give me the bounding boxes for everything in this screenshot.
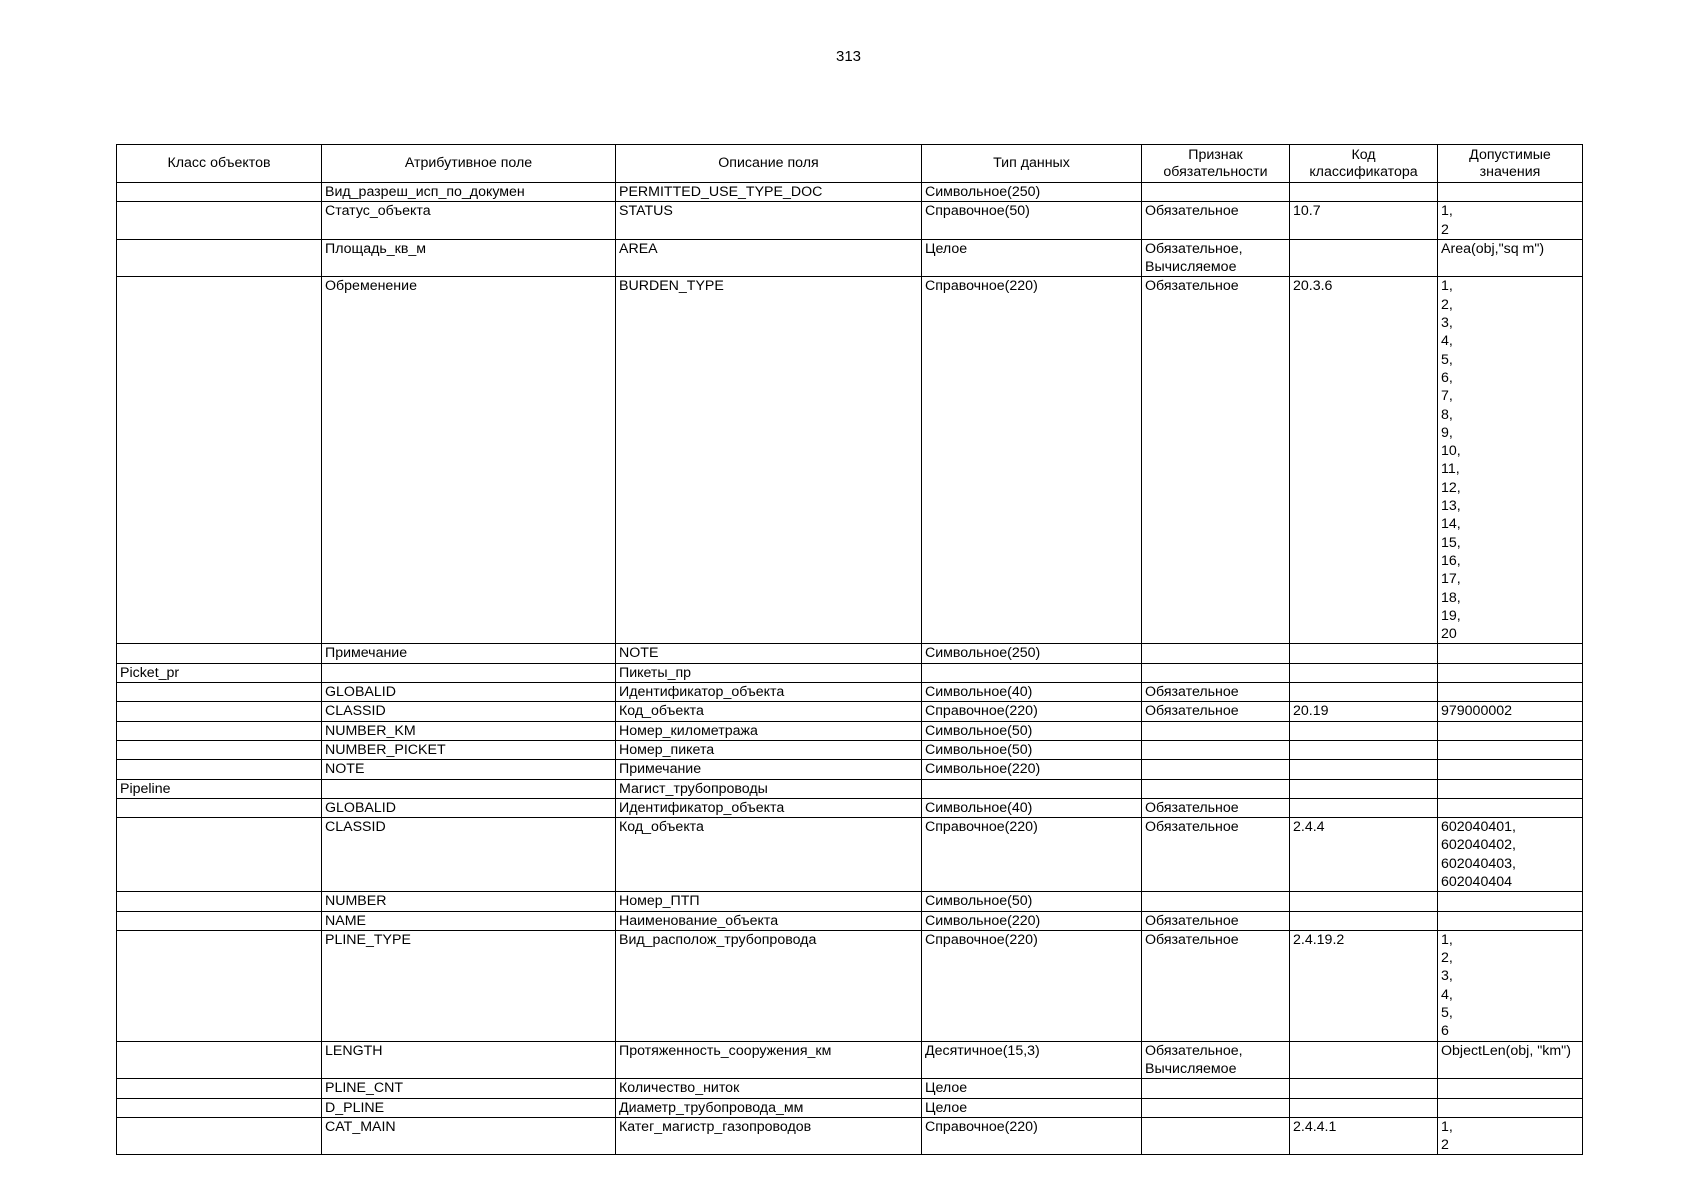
cell-classifier-code — [1290, 239, 1438, 277]
cell-field-description: Номер_ПТП — [616, 892, 922, 911]
table-row — [117, 1117, 1583, 1155]
cell-required-flag: Обязательное — [1142, 702, 1290, 721]
cell-field-description: Идентификатор_объекта — [616, 683, 922, 702]
cell-allowed-values — [1438, 911, 1583, 930]
cell-data-type: Десятичное(15,3) — [922, 1041, 1142, 1079]
cell-field-description: AREA — [616, 239, 922, 277]
cell-classifier-code: 20.19 — [1290, 702, 1438, 721]
cell-allowed-values — [1438, 892, 1583, 911]
cell-attribute-field: NUMBER — [322, 892, 616, 911]
cell-attribute-field: PLINE_CNT — [322, 1079, 616, 1098]
cell-allowed-values: 979000002 — [1438, 702, 1583, 721]
cell-attribute-field: Вид_разреш_исп_по_докумен — [322, 183, 616, 202]
cell-object-class — [117, 911, 322, 930]
cell-required-flag — [1142, 740, 1290, 759]
cell-object-class — [117, 721, 322, 740]
cell-classifier-code — [1290, 779, 1438, 798]
cell-attribute-field: Обременение — [322, 277, 616, 644]
table-row — [117, 1098, 1583, 1117]
cell-required-flag: Обязательное — [1142, 818, 1290, 892]
cell-allowed-values — [1438, 779, 1583, 798]
cell-field-description: Наименование_объекта — [616, 911, 922, 930]
cell-field-description: PERMITTED_USE_TYPE_DOC — [616, 183, 922, 202]
cell-allowed-values — [1438, 1098, 1583, 1117]
cell-object-class — [117, 818, 322, 892]
header-classifier-code: Код классификатора — [1290, 145, 1438, 183]
cell-data-type: Символьное(220) — [922, 760, 1142, 779]
cell-object-class — [117, 202, 322, 240]
cell-required-flag: Обязательное — [1142, 202, 1290, 240]
attribute-table — [116, 144, 1583, 1155]
cell-field-description: STATUS — [616, 202, 922, 240]
cell-allowed-values: 1, 2, 3, 4, 5, 6 — [1438, 930, 1583, 1041]
cell-attribute-field: NAME — [322, 911, 616, 930]
cell-allowed-values — [1438, 760, 1583, 779]
cell-field-description: NOTE — [616, 644, 922, 663]
cell-required-flag — [1142, 183, 1290, 202]
cell-data-type — [922, 663, 1142, 682]
cell-attribute-field: CAT_MAIN — [322, 1117, 616, 1155]
header-object-class: Класс объектов — [117, 145, 322, 183]
cell-field-description: Количество_ниток — [616, 1079, 922, 1098]
cell-object-class — [117, 644, 322, 663]
cell-classifier-code: 10.7 — [1290, 202, 1438, 240]
table-row — [117, 892, 1583, 911]
table-row — [117, 1041, 1583, 1079]
cell-allowed-values: Area(obj,"sq m") — [1438, 239, 1583, 277]
table-row — [117, 663, 1583, 682]
cell-data-type: Справочное(220) — [922, 702, 1142, 721]
cell-field-description: Код_объекта — [616, 818, 922, 892]
cell-attribute-field: CLASSID — [322, 818, 616, 892]
cell-required-flag: Обязательное — [1142, 683, 1290, 702]
cell-required-flag: Обязательное, Вычисляемое — [1142, 239, 1290, 277]
cell-object-class — [117, 683, 322, 702]
table-row — [117, 779, 1583, 798]
table-row — [117, 277, 1583, 644]
cell-field-description: Катег_магистр_газопроводов — [616, 1117, 922, 1155]
header-field-description: Описание поля — [616, 145, 922, 183]
cell-attribute-field: NUMBER_KM — [322, 721, 616, 740]
cell-allowed-values: 602040401, 602040402, 602040403, 602040404 — [1438, 818, 1583, 892]
table-row — [117, 1079, 1583, 1098]
cell-attribute-field: CLASSID — [322, 702, 616, 721]
cell-classifier-code — [1290, 183, 1438, 202]
table-row — [117, 930, 1583, 1041]
cell-object-class — [117, 1079, 322, 1098]
cell-required-flag: Обязательное — [1142, 930, 1290, 1041]
cell-attribute-field: D_PLINE — [322, 1098, 616, 1117]
header-attribute-field: Атрибутивное поле — [322, 145, 616, 183]
cell-allowed-values — [1438, 798, 1583, 817]
cell-attribute-field: PLINE_TYPE — [322, 930, 616, 1041]
cell-attribute-field: LENGTH — [322, 1041, 616, 1079]
cell-data-type: Символьное(250) — [922, 183, 1142, 202]
cell-allowed-values — [1438, 644, 1583, 663]
cell-field-description: Диаметр_трубопровода_мм — [616, 1098, 922, 1117]
cell-data-type: Целое — [922, 239, 1142, 277]
cell-allowed-values — [1438, 683, 1583, 702]
cell-object-class — [117, 239, 322, 277]
cell-classifier-code — [1290, 911, 1438, 930]
cell-object-class — [117, 1041, 322, 1079]
cell-object-class: Pipeline — [117, 779, 322, 798]
cell-data-type: Символьное(50) — [922, 892, 1142, 911]
cell-allowed-values — [1438, 663, 1583, 682]
cell-classifier-code — [1290, 1079, 1438, 1098]
cell-attribute-field: Примечание — [322, 644, 616, 663]
cell-field-description: Примечание — [616, 760, 922, 779]
table-row — [117, 760, 1583, 779]
table-row — [117, 683, 1583, 702]
cell-data-type: Справочное(220) — [922, 1117, 1142, 1155]
cell-data-type: Символьное(50) — [922, 740, 1142, 759]
cell-object-class — [117, 277, 322, 644]
cell-attribute-field — [322, 663, 616, 682]
cell-classifier-code — [1290, 798, 1438, 817]
cell-required-flag — [1142, 779, 1290, 798]
cell-required-flag — [1142, 760, 1290, 779]
cell-required-flag — [1142, 1117, 1290, 1155]
cell-required-flag — [1142, 892, 1290, 911]
cell-field-description: Номер_пикета — [616, 740, 922, 759]
table-row — [117, 202, 1583, 240]
cell-required-flag: Обязательное, Вычисляемое — [1142, 1041, 1290, 1079]
cell-data-type: Справочное(220) — [922, 818, 1142, 892]
header-data-type: Тип данных — [922, 145, 1142, 183]
cell-classifier-code: 2.4.4 — [1290, 818, 1438, 892]
table-row — [117, 183, 1583, 202]
cell-required-flag — [1142, 721, 1290, 740]
table-row — [117, 798, 1583, 817]
cell-required-flag — [1142, 1079, 1290, 1098]
cell-required-flag — [1142, 1098, 1290, 1117]
table-row — [117, 239, 1583, 277]
cell-classifier-code: 2.4.19.2 — [1290, 930, 1438, 1041]
cell-attribute-field: NOTE — [322, 760, 616, 779]
cell-data-type: Целое — [922, 1098, 1142, 1117]
cell-attribute-field — [322, 779, 616, 798]
table-row — [117, 911, 1583, 930]
cell-classifier-code — [1290, 644, 1438, 663]
page-number: 313 — [835, 48, 862, 65]
table-row — [117, 702, 1583, 721]
cell-allowed-values: 1, 2 — [1438, 202, 1583, 240]
cell-field-description: Вид_располож_трубопровода — [616, 930, 922, 1041]
cell-object-class — [117, 702, 322, 721]
cell-data-type: Символьное(50) — [922, 721, 1142, 740]
cell-allowed-values: ObjectLen(obj, "km") — [1438, 1041, 1583, 1079]
cell-object-class — [117, 798, 322, 817]
table-header — [117, 145, 1583, 183]
header-required-flag: Признак обязательности — [1142, 145, 1290, 183]
cell-data-type: Целое — [922, 1079, 1142, 1098]
cell-data-type: Символьное(250) — [922, 644, 1142, 663]
cell-object-class — [117, 892, 322, 911]
cell-object-class — [117, 183, 322, 202]
cell-classifier-code — [1290, 892, 1438, 911]
cell-allowed-values — [1438, 740, 1583, 759]
cell-attribute-field: NUMBER_PICKET — [322, 740, 616, 759]
cell-data-type: Справочное(220) — [922, 930, 1142, 1041]
header-row — [117, 145, 1583, 183]
cell-object-class — [117, 1098, 322, 1117]
cell-attribute-field: GLOBALID — [322, 683, 616, 702]
cell-allowed-values: 1, 2, 3, 4, 5, 6, 7, 8, 9, 10, 11, 12, 13, 14, 15, 16, 17, 18, 19, 20 — [1438, 277, 1583, 644]
cell-classifier-code — [1290, 721, 1438, 740]
cell-attribute-field: GLOBALID — [322, 798, 616, 817]
cell-classifier-code — [1290, 1041, 1438, 1079]
cell-attribute-field: Статус_объекта — [322, 202, 616, 240]
cell-required-flag — [1142, 663, 1290, 682]
cell-attribute-field: Площадь_кв_м — [322, 239, 616, 277]
cell-field-description: BURDEN_TYPE — [616, 277, 922, 644]
cell-object-class — [117, 930, 322, 1041]
cell-data-type: Справочное(50) — [922, 202, 1142, 240]
cell-allowed-values — [1438, 721, 1583, 740]
cell-classifier-code — [1290, 760, 1438, 779]
cell-data-type: Символьное(220) — [922, 911, 1142, 930]
cell-classifier-code: 2.4.4.1 — [1290, 1117, 1438, 1155]
cell-allowed-values — [1438, 183, 1583, 202]
cell-data-type: Справочное(220) — [922, 277, 1142, 644]
cell-required-flag: Обязательное — [1142, 798, 1290, 817]
cell-field-description: Код_объекта — [616, 702, 922, 721]
cell-allowed-values: 1, 2 — [1438, 1117, 1583, 1155]
cell-field-description: Магист_трубопроводы — [616, 779, 922, 798]
cell-classifier-code — [1290, 683, 1438, 702]
cell-data-type — [922, 779, 1142, 798]
header-allowed-values: Допустимые значения — [1438, 145, 1583, 183]
table-row — [117, 740, 1583, 759]
table-body — [117, 183, 1583, 1155]
cell-required-flag — [1142, 644, 1290, 663]
table-row — [117, 644, 1583, 663]
cell-field-description: Протяженность_сооружения_км — [616, 1041, 922, 1079]
table-row — [117, 721, 1583, 740]
cell-object-class — [117, 740, 322, 759]
cell-classifier-code — [1290, 1098, 1438, 1117]
cell-field-description: Идентификатор_объекта — [616, 798, 922, 817]
cell-field-description: Пикеты_пр — [616, 663, 922, 682]
cell-required-flag: Обязательное — [1142, 277, 1290, 644]
cell-object-class — [117, 760, 322, 779]
table-row — [117, 818, 1583, 892]
cell-allowed-values — [1438, 1079, 1583, 1098]
cell-object-class: Picket_pr — [117, 663, 322, 682]
cell-classifier-code — [1290, 740, 1438, 759]
cell-data-type: Символьное(40) — [922, 798, 1142, 817]
cell-field-description: Номер_километража — [616, 721, 922, 740]
cell-object-class — [117, 1117, 322, 1155]
cell-data-type: Символьное(40) — [922, 683, 1142, 702]
cell-classifier-code: 20.3.6 — [1290, 277, 1438, 644]
cell-classifier-code — [1290, 663, 1438, 682]
cell-required-flag: Обязательное — [1142, 911, 1290, 930]
